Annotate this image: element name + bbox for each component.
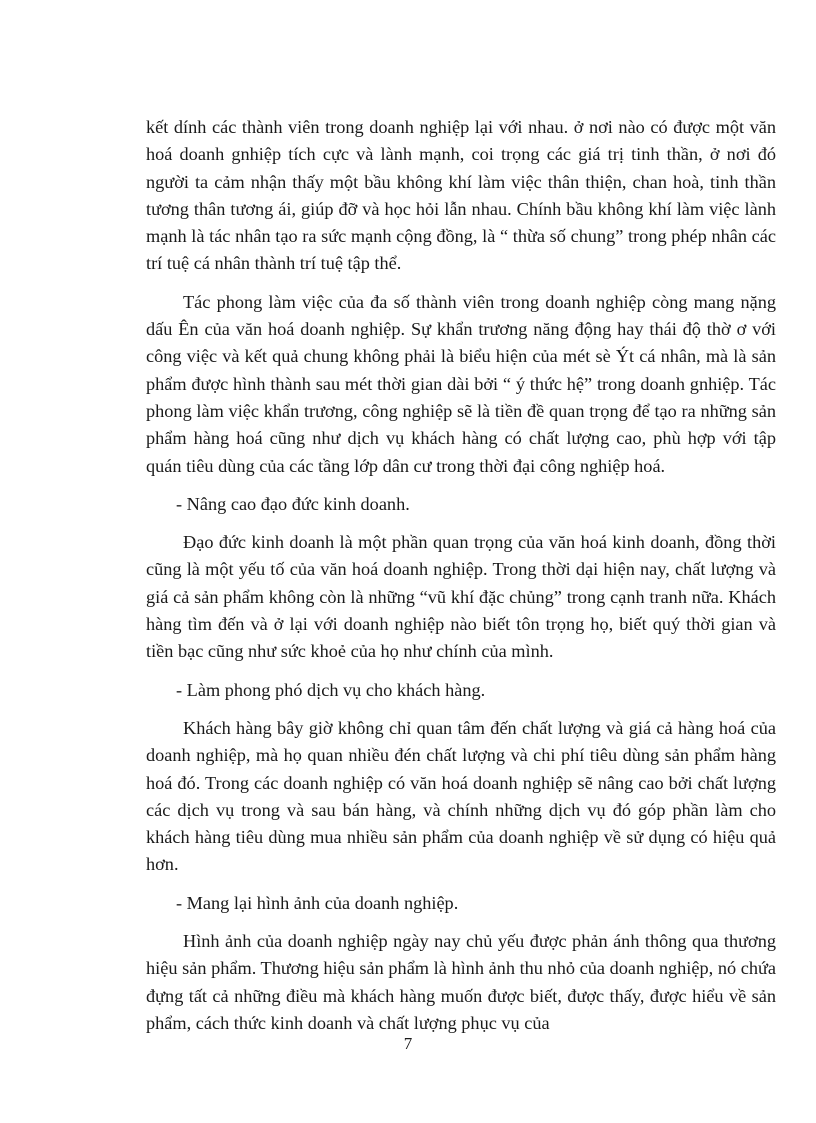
paragraph-customer-service: Khách hàng bây giờ không chỉ quan tâm đến chất lượng và giá cả hàng hoá của doanh nghiệp, mà họ quan nhiều đén chất lượng và chi phí tiêu dùng sản phẩm hàng hoá đó. Trong các doanh nghiệp có văn hoá doanh nghiệp sẽ nâng cao bởi chất lượng các dịch vụ trong và sau bán hàng, và chính những dịch vụ đó góp phần làm cho khách hàng tiêu dùng mua nhiều sản phẩm của doanh nghiệp về sử dụng có hiệu quả hơn. xyxy=(146,717,776,875)
paragraph-company-image: Hình ảnh của doanh nghiệp ngày nay chủ yếu được phản ánh thông qua thương hiệu sản phẩm. Thương hiệu sản phẩm là hình ảnh thu nhỏ của doanh nghiệp, nó chứa đựng tất cả những điều mà khách hàng muốn được biết, được thấy, được hiểu về sản phẩm, cách thức kinh doanh và chất lượng phục vụ của xyxy=(146,931,776,1033)
heading-company-image: - Mang lại hình ảnh của doanh nghiệp. xyxy=(176,892,459,913)
paragraph-shared-culture: kết dính các thành viên trong doanh nghiệp lại với nhau. ở nơi nào có được một văn hoá doanh gnhiệp tích cực và lành mạnh, coi trọng các giá trị tinh thần, ở nơi đó người ta cảm nhận thấy một bầu không khí làm việc thân thiện, chan hoà, tinh thần tương thân tương ái, giúp đỡ và học hỏi lẫn nhau. Chính bầu không khí làm việc lành mạnh là tác nhân tạo ra sức mạnh cộng đồng, là “ thừa số chung” trong phép nhân các trí tuệ cá nhân thành trí tuệ tập thể. xyxy=(146,117,776,274)
paragraph-business-ethics: Đạo đức kinh doanh là một phần quan trọng của văn hoá kinh doanh, đồng thời cũng là một yếu tố của văn hoá doanh nghiệp. Trong thời dại hiện nay, chất lượng và giá cả sản phẩm không còn là những “vũ khí đặc chủng” trong cạnh tranh nữa. Khách hàng tìm đến và ở lại với doanh nghiệp nào biết tôn trọng họ, biết quý thời gian và tiền bạc cũng như sức khoẻ của họ như chính của mình. xyxy=(146,532,776,662)
heading-business-ethics: - Nâng cao đạo đức kinh doanh. xyxy=(176,493,410,514)
page-number: 7 xyxy=(403,1034,413,1053)
body-text xyxy=(146,114,776,1048)
heading-customer-service: - Làm phong phó dịch vụ cho khách hàng. xyxy=(176,679,486,700)
paragraph-work-style: Tác phong làm việc của đa số thành viên trong doanh nghiệp còng mang nặng dấu Ên của văn hoá doanh nghiệp. Sự khẩn trương năng động hay thái độ thờ ơ với công việc và kết quả chung không phải là biểu hiện của mét sè Ýt cá nhân, mà là sản phẩm được hình thành sau mét thời gian dài bởi “ ý thức hệ” trong doanh gnhiệp. Tác phong làm việc khẩn trương, công nghiệp sẽ là tiền đề quan trọng để tạo ra những sản phẩm hàng hoá cũng như dịch vụ khách hàng có chất lượng cao, phù hợp với tập quán tiêu dùng của các tầng lớp dân cư trong thời đại công nghiệp hoá. xyxy=(146,291,776,476)
